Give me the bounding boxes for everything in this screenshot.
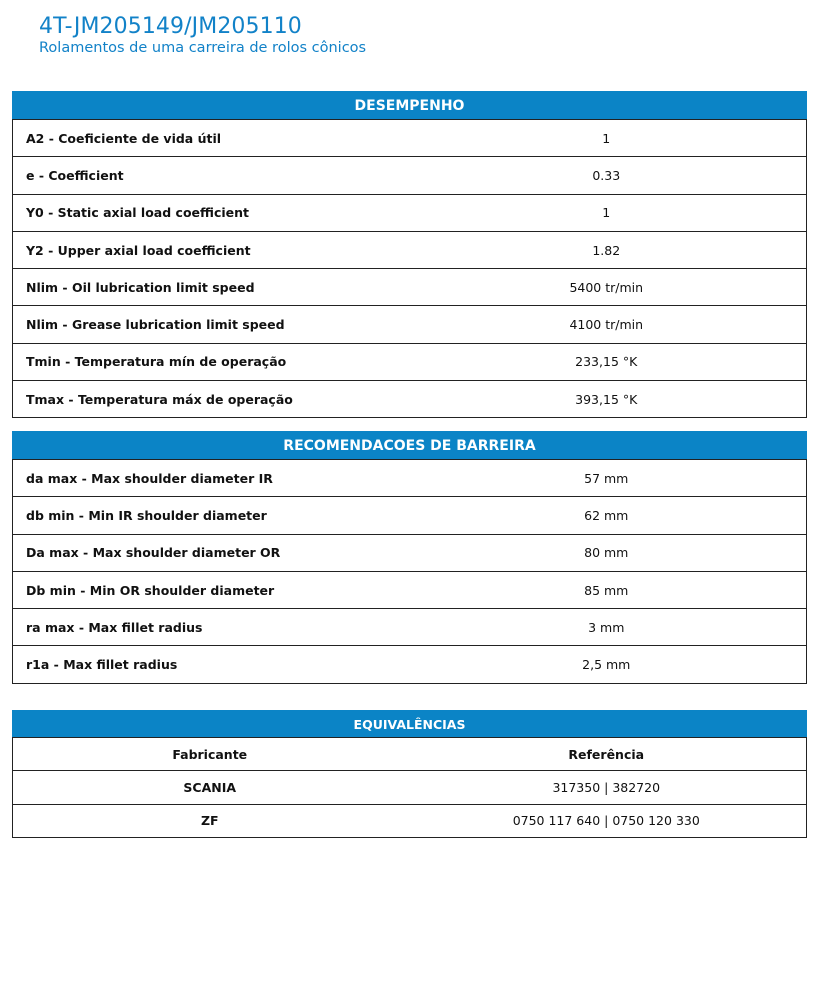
row-label: r1a - Max fillet radius bbox=[13, 646, 407, 683]
row-label: Y2 - Upper axial load coefficient bbox=[13, 231, 407, 268]
equivalences-section bbox=[12, 710, 807, 838]
row-label: Da max - Max shoulder diameter OR bbox=[13, 534, 407, 571]
table-row bbox=[13, 194, 807, 231]
performance-header: DESEMPENHO bbox=[12, 91, 807, 119]
row-value: 1.82 bbox=[407, 231, 807, 268]
row-label: ra max - Max fillet radius bbox=[13, 609, 407, 646]
row-value: 2,5 mm bbox=[407, 646, 807, 683]
table-row bbox=[13, 460, 807, 497]
table-row bbox=[13, 771, 807, 804]
row-value: 0.33 bbox=[407, 157, 807, 194]
row-value: 3 mm bbox=[407, 609, 807, 646]
table-row bbox=[13, 343, 807, 380]
barrier-section bbox=[12, 431, 807, 684]
table-row bbox=[13, 306, 807, 343]
row-label: db min - Min IR shoulder diameter bbox=[13, 497, 407, 534]
row-value: 1 bbox=[407, 120, 807, 157]
row-value: 4100 tr/min bbox=[407, 306, 807, 343]
reference-cell: 0750 117 640 | 0750 120 330 bbox=[407, 804, 807, 837]
row-label: da max - Max shoulder diameter IR bbox=[13, 460, 407, 497]
reference-cell: 317350 | 382720 bbox=[407, 771, 807, 804]
table-row bbox=[13, 381, 807, 418]
product-title: 4T-JM205149/JM205110 bbox=[39, 14, 302, 39]
table-row bbox=[13, 646, 807, 683]
performance-section bbox=[12, 91, 807, 418]
manufacturer-cell: SCANIA bbox=[13, 771, 407, 804]
table-row bbox=[13, 497, 807, 534]
barrier-table bbox=[12, 459, 807, 684]
barrier-header: RECOMENDACOES DE BARREIRA bbox=[12, 431, 807, 459]
row-value: 233,15 °K bbox=[407, 343, 807, 380]
row-label: Tmax - Temperatura máx de operação bbox=[13, 381, 407, 418]
row-value: 62 mm bbox=[407, 497, 807, 534]
table-row bbox=[13, 231, 807, 268]
equivalences-header: EQUIVALÊNCIAS bbox=[12, 710, 807, 737]
row-label: A2 - Coeficiente de vida útil bbox=[13, 120, 407, 157]
equivalences-table bbox=[12, 737, 807, 838]
table-row bbox=[13, 534, 807, 571]
table-row bbox=[13, 571, 807, 608]
table-header-row bbox=[13, 738, 807, 771]
row-value: 57 mm bbox=[407, 460, 807, 497]
row-label: Y0 - Static axial load coefficient bbox=[13, 194, 407, 231]
row-label: Nlim - Oil lubrication limit speed bbox=[13, 269, 407, 306]
row-label: Nlim - Grease lubrication limit speed bbox=[13, 306, 407, 343]
row-label: Db min - Min OR shoulder diameter bbox=[13, 571, 407, 608]
row-value: 393,15 °K bbox=[407, 381, 807, 418]
table-row bbox=[13, 609, 807, 646]
performance-table bbox=[12, 119, 807, 418]
row-value: 85 mm bbox=[407, 571, 807, 608]
table-row bbox=[13, 269, 807, 306]
column-header-reference: Referência bbox=[407, 738, 807, 771]
table-row bbox=[13, 120, 807, 157]
row-value: 5400 tr/min bbox=[407, 269, 807, 306]
row-value: 80 mm bbox=[407, 534, 807, 571]
row-label: e - Coefficient bbox=[13, 157, 407, 194]
table-row bbox=[13, 157, 807, 194]
product-subtitle: Rolamentos de uma carreira de rolos cônicos bbox=[39, 40, 367, 56]
manufacturer-cell: ZF bbox=[13, 804, 407, 837]
page-header bbox=[39, 14, 366, 57]
row-value: 1 bbox=[407, 194, 807, 231]
row-label: Tmin - Temperatura mín de operação bbox=[13, 343, 407, 380]
table-row bbox=[13, 804, 807, 837]
column-header-manufacturer: Fabricante bbox=[13, 738, 407, 771]
